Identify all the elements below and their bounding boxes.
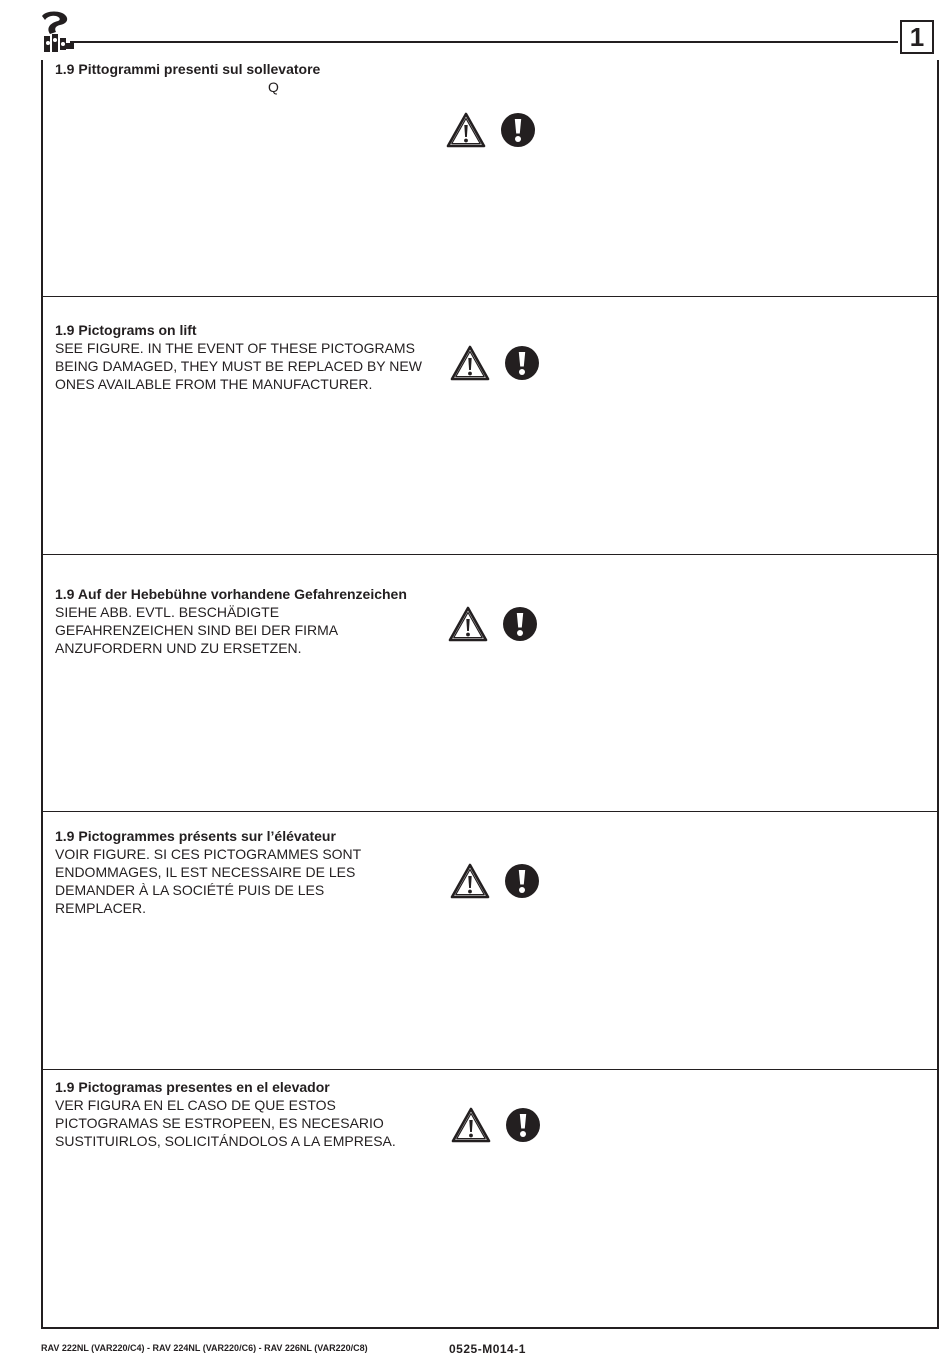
section-body: SEE FIGURE. IN THE EVENT OF THESE PICTOGRAMS BEING DAMAGED, THEY MUST BE REPLACED BY NEW ONES AVAILABLE FROM THE MANUFACTURER. bbox=[55, 340, 422, 392]
warning-triangle-icon bbox=[448, 606, 488, 642]
exclamation-circle-icon bbox=[500, 112, 536, 148]
section-divider bbox=[42, 1069, 938, 1070]
ravaglioli-logo-icon bbox=[36, 10, 78, 56]
stray-text: Q bbox=[268, 79, 279, 95]
frame-bottom-border bbox=[41, 1327, 939, 1329]
section-german bbox=[55, 585, 445, 657]
section-divider bbox=[42, 554, 938, 555]
section-divider bbox=[42, 296, 938, 297]
footer-models: RAV 222NL (VAR220/C4) - RAV 224NL (VAR220/C6) - RAV 226NL (VAR220/C8) bbox=[41, 1343, 368, 1353]
pictogram-group bbox=[450, 345, 540, 381]
header-rule bbox=[70, 41, 898, 43]
section-english bbox=[55, 321, 445, 393]
exclamation-circle-icon bbox=[504, 863, 540, 899]
frame-right-border bbox=[937, 60, 939, 1328]
section-title: 1.9 Auf der Hebebühne vorhandene Gefahrenzeichen bbox=[55, 586, 407, 602]
section-title: 1.9 Pittogrammi presenti sul sollevatore bbox=[55, 61, 321, 77]
warning-triangle-icon bbox=[450, 345, 490, 381]
pictogram-group bbox=[446, 112, 536, 148]
section-italian bbox=[55, 60, 445, 78]
section-body: SIEHE ABB. EVTL. BESCHÄDIGTE GEFAHRENZEICHEN SIND BEI DER FIRMA ANZUFORDERN UND ZU ERSETZEN. bbox=[55, 604, 339, 656]
section-divider bbox=[42, 811, 938, 812]
warning-triangle-icon bbox=[451, 1107, 491, 1143]
warning-triangle-icon bbox=[446, 112, 486, 148]
page-number: 1 bbox=[900, 20, 934, 54]
exclamation-circle-icon bbox=[504, 345, 540, 381]
exclamation-circle-icon bbox=[502, 606, 538, 642]
pictogram-group bbox=[451, 1107, 541, 1143]
section-title: 1.9 Pictogrammes présents sur l’élévateur bbox=[55, 828, 336, 844]
section-body: VOIR FIGURE. SI CES PICTOGRAMMES SONT ENDOMMAGES, IL EST NECESSAIRE DE LES DEMANDER À LA SOCIÉTÉ PUIS DE LES REMPLACER. bbox=[55, 846, 362, 916]
frame-left-border bbox=[41, 60, 43, 1328]
pictogram-group bbox=[450, 863, 540, 899]
pictogram-group bbox=[448, 606, 538, 642]
section-spanish bbox=[55, 1078, 445, 1150]
warning-triangle-icon bbox=[450, 863, 490, 899]
section-french bbox=[55, 827, 445, 917]
section-title: 1.9 Pictograms on lift bbox=[55, 322, 197, 338]
exclamation-circle-icon bbox=[505, 1107, 541, 1143]
section-body: VER FIGURA EN EL CASO DE QUE ESTOS PICTOGRAMAS SE ESTROPEEN, ES NECESARIO SUSTITUIRLOS, SOLICITÁNDOLOS A LA EMPRESA. bbox=[55, 1097, 396, 1149]
section-title: 1.9 Pictogramas presentes en el elevador bbox=[55, 1079, 330, 1095]
footer-document-code: 0525-M014-1 bbox=[449, 1342, 526, 1356]
